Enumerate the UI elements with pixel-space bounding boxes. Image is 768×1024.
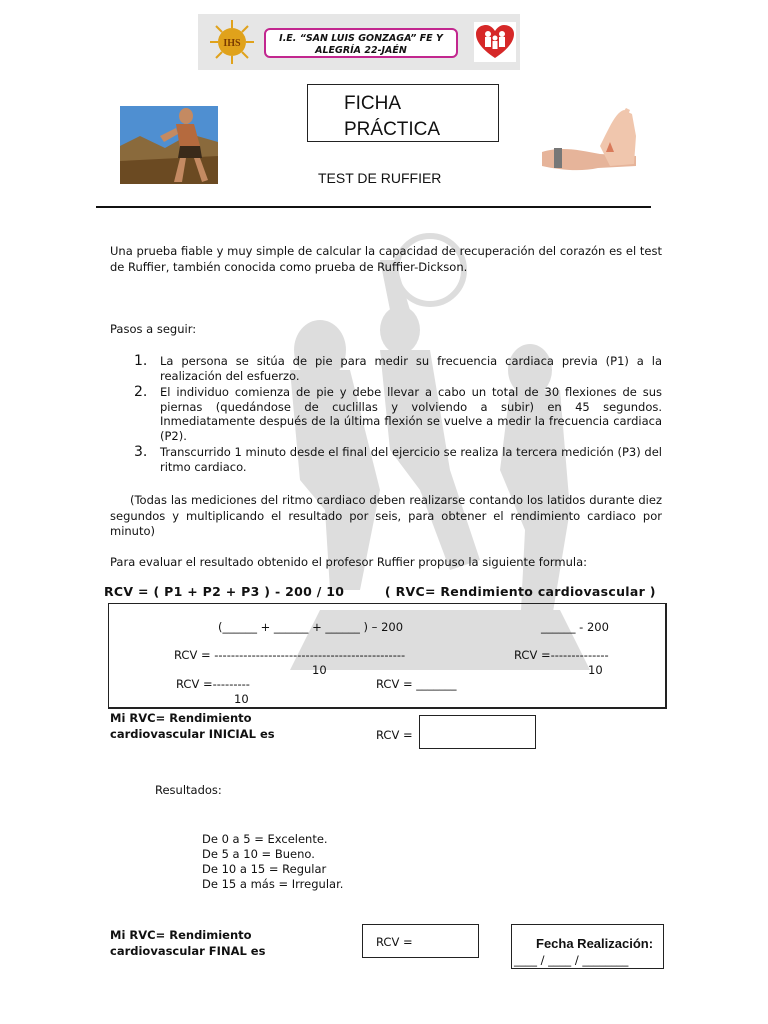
heart-family-icon — [474, 22, 516, 62]
list-item — [110, 385, 662, 443]
numerator-right: ______ - 200 — [541, 620, 609, 634]
denominator-right: 10 — [588, 663, 603, 677]
step-text: La persona se sitúa de pie para medir su frecuencia cardiaca previa (P1) a la realización del esfuerzo. — [160, 354, 662, 383]
formula-definition: ( RVC= Rendimiento cardiovascular ) — [384, 584, 656, 599]
title-line2: PRÁCTICA — [344, 119, 441, 140]
school-name-box — [264, 28, 458, 58]
denominator-small: 10 — [234, 692, 249, 706]
subtitle: TEST DE RUFFIER — [318, 170, 442, 186]
final-rcv-input[interactable] — [362, 924, 479, 958]
initial-rcv-prefix: RCV = — [376, 728, 413, 742]
measurement-note: (Todas las mediciones del ritmo cardiaco deben realizarse contando los latidos durante diez segundos y multiplicando el resultado por seis, para obtener el rendimiento cardiaco por minuto) — [110, 493, 662, 538]
school-name-line2: ALEGRÍA 22-JAÉN — [315, 45, 407, 56]
rcv-fraction-left: RCV = ---------------------------------------------- — [174, 648, 406, 662]
date-box[interactable] — [511, 924, 664, 969]
list-item: De 0 a 5 = Excelente. — [202, 832, 328, 846]
numerator-left: (______ + ______ + ______ ) – 200 — [218, 620, 404, 634]
results-list — [202, 832, 343, 892]
list-item: De 15 a más = Irregular. — [202, 877, 344, 891]
rcv-result: RCV = _______ — [376, 677, 457, 691]
list-item: De 5 a 10 = Bueno. — [202, 847, 315, 861]
steps-list — [110, 354, 662, 476]
date-label: Fecha Realización: — [536, 936, 654, 951]
step-number: 2. — [134, 384, 148, 400]
list-item: De 10 a 15 = Regular — [202, 862, 327, 876]
list-item — [110, 445, 662, 474]
initial-rcv-line2: cardiovascular INICIAL es — [110, 727, 275, 741]
step-number: 3. — [134, 444, 148, 460]
formula: RCV = ( P1 + P2 + P3 ) - 200 / 10 — [104, 584, 345, 599]
initial-rcv-label — [110, 710, 275, 742]
final-rcv-label — [110, 927, 265, 959]
initial-rcv-line1: Mi RVC= Rendimiento — [110, 711, 252, 725]
denominator-left: 10 — [312, 663, 327, 677]
step-text: Transcurrido 1 minuto desde el final del ejercicio se realiza la tercera medición (P3) del ritmo cardiaco. — [160, 445, 662, 474]
formula-line — [104, 584, 656, 599]
formula-intro: Para evaluar el resultado obtenido el profesor Ruffier propuso la siguiente formula: — [110, 555, 588, 569]
title-box — [307, 84, 499, 142]
school-crest-logo — [206, 18, 258, 66]
final-rcv-prefix: RCV = — [376, 935, 413, 949]
step-text: El individuo comienza de pie y debe llevar a cabo un total de 30 flexiones de sus piernas (quedándose de cuclillas y volviendo a subir) en 45 segundos. Inmediatamente después de la última flexión se vuelve a medir la frecuencia cardiaca (P2). — [160, 385, 662, 443]
runner-photo — [120, 106, 218, 184]
rcv-fraction-small: RCV =--------- — [176, 677, 250, 691]
initial-rcv-input[interactable] — [419, 715, 536, 749]
intro-paragraph: Una prueba fiable y muy simple de calcular la capacidad de recuperación del corazón es el test de Ruffier, también conocida como prueba de Ruffier-Dickson. — [110, 244, 662, 274]
final-rcv-line2: cardiovascular FINAL es — [110, 944, 266, 958]
list-item — [110, 354, 662, 383]
pulse-measurement-photo — [540, 106, 646, 184]
results-heading: Resultados: — [155, 783, 222, 797]
title-line1: FICHA — [344, 93, 401, 114]
header-divider — [96, 206, 651, 208]
final-rcv-line1: Mi RVC= Rendimiento — [110, 928, 252, 942]
rcv-fraction-right: RCV =-------------- — [514, 648, 609, 662]
steps-heading: Pasos a seguir: — [110, 322, 197, 336]
crest-lettering: IHS — [223, 38, 241, 49]
school-name-line1: I.E. “SAN LUIS GONZAGA” FE Y — [279, 33, 443, 44]
step-number: 1. — [134, 353, 148, 369]
date-blank: ____ / ____ / ________ — [514, 953, 629, 967]
